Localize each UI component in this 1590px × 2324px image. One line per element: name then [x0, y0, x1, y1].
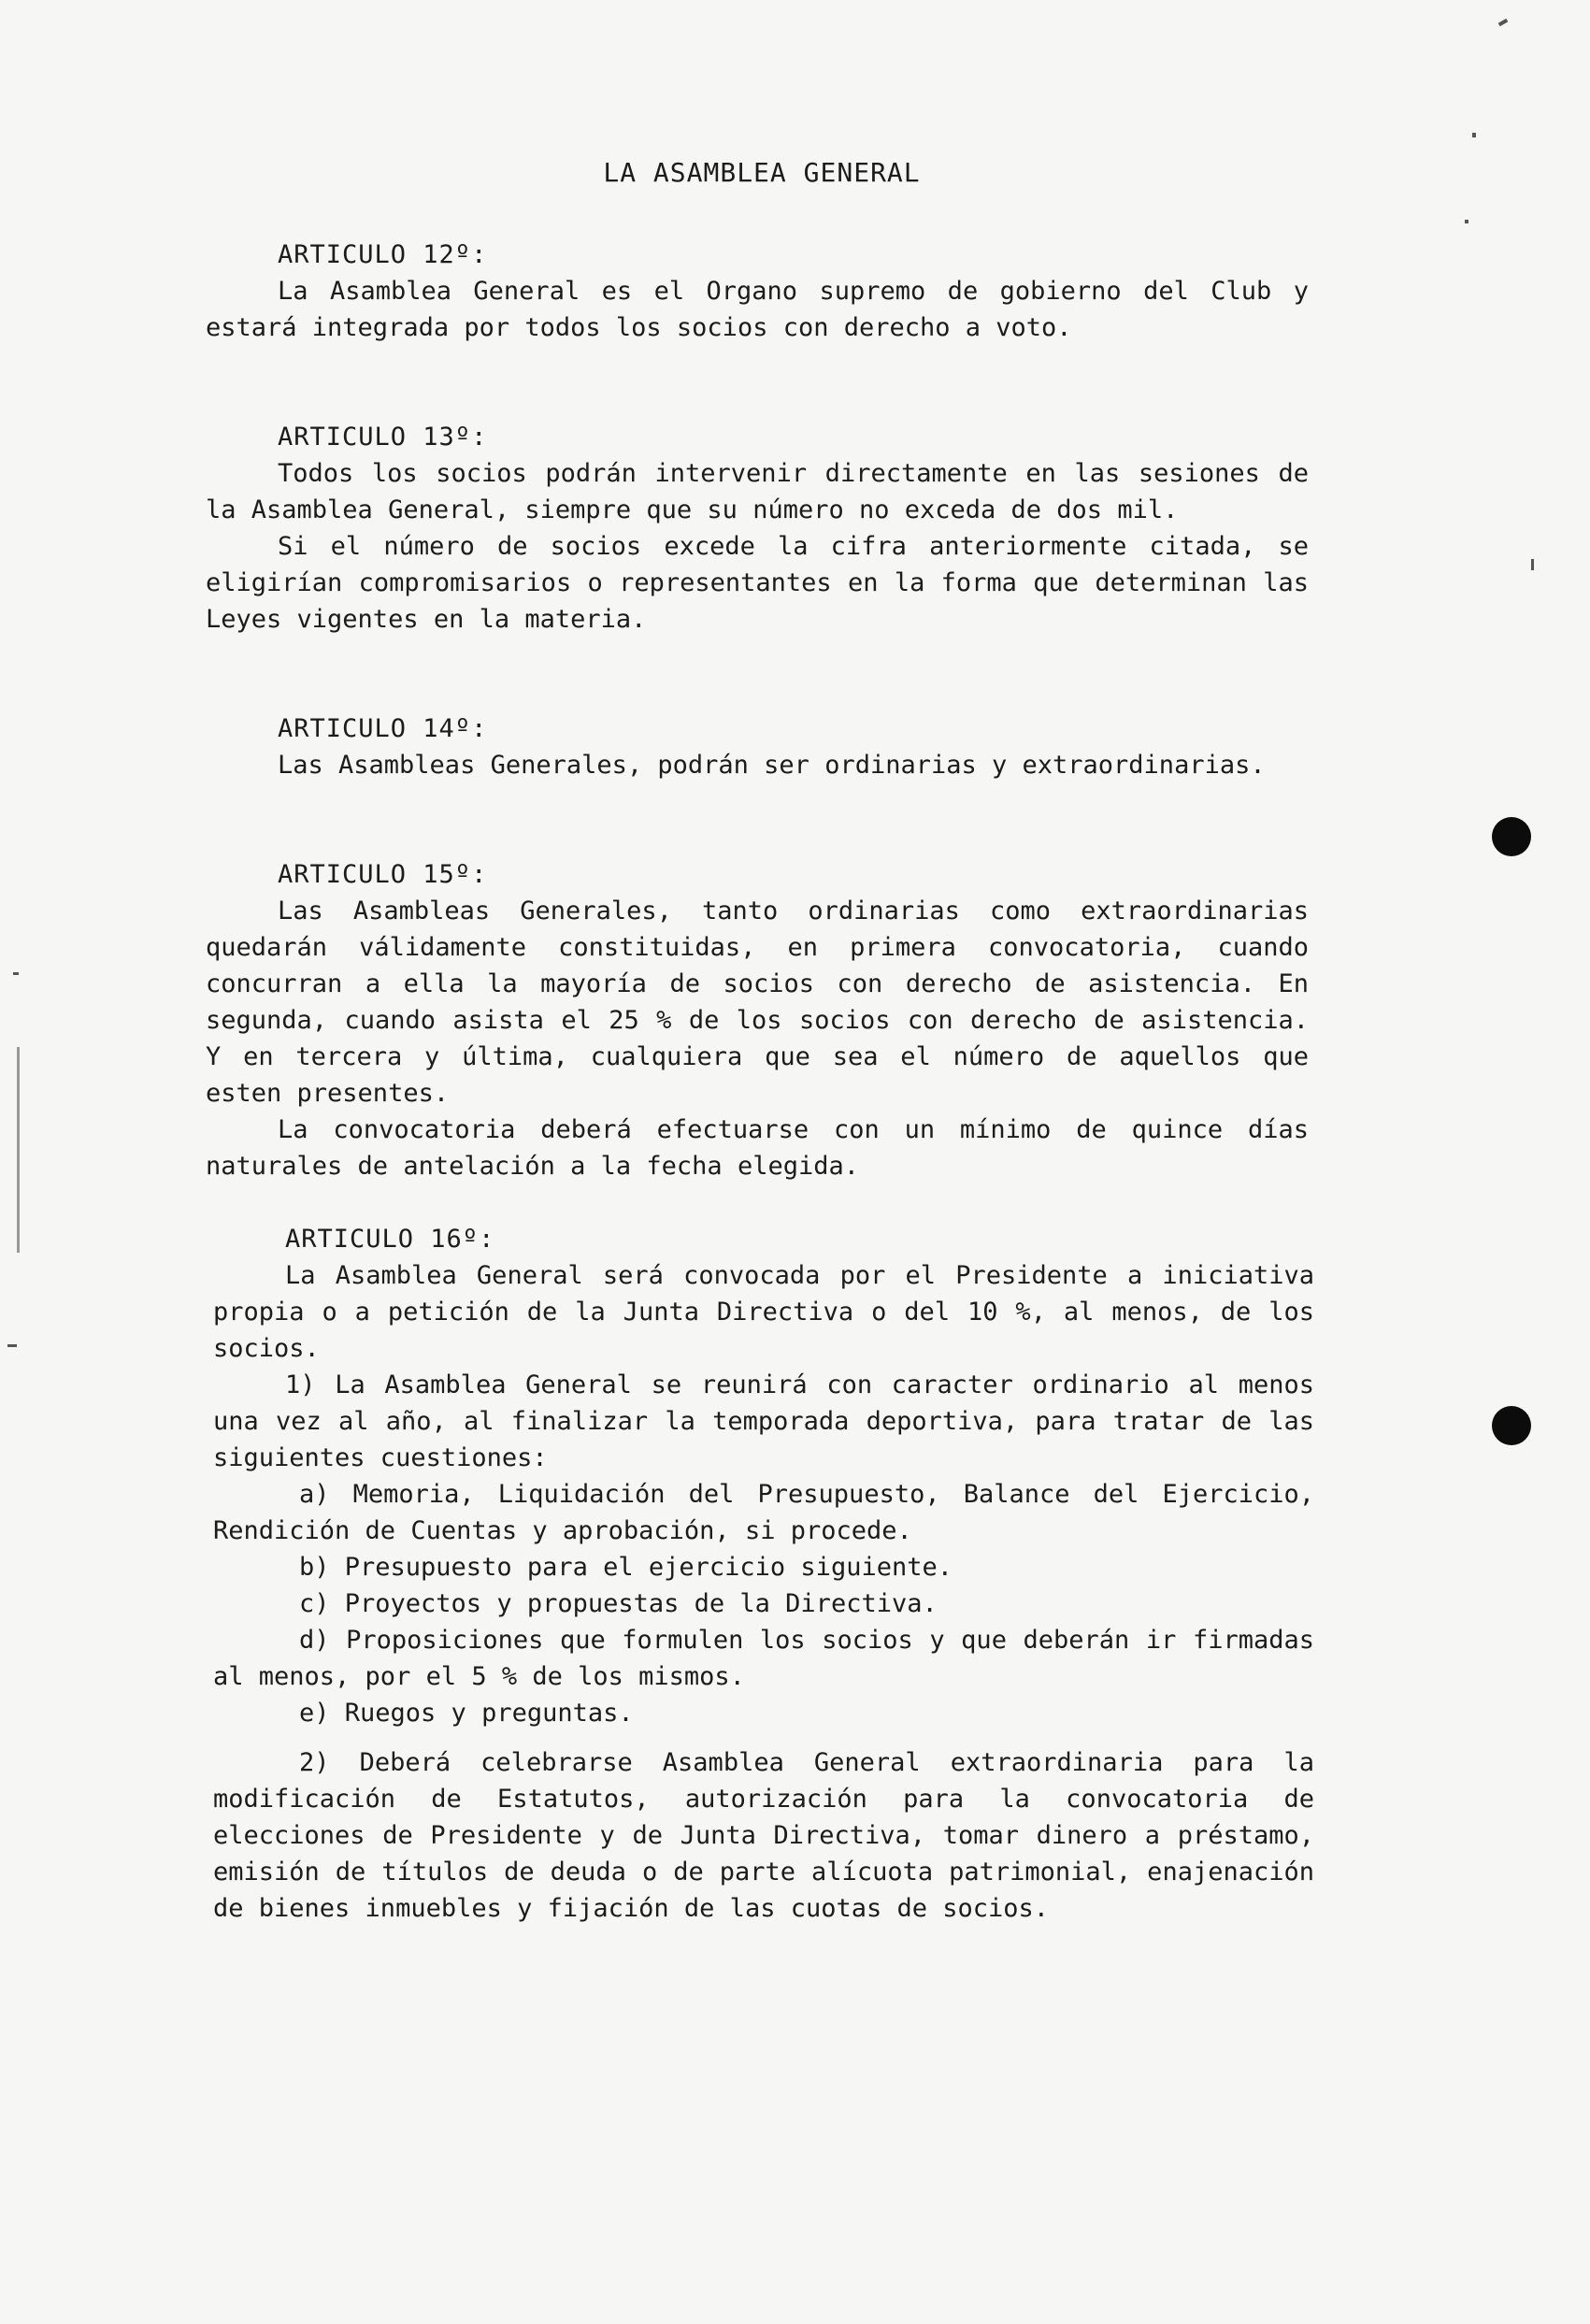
article-heading: ARTICULO 16º:	[285, 1225, 495, 1254]
article-paragraph: Las Asambleas Generales, podrán ser ordinarias y extraordinarias.	[278, 751, 1266, 780]
article-closing-paragraph: 2) Deberá celebrarse Asamblea General extraordinaria para la modificación de Estatutos, autorización para la convocatoria de elecciones de Presidente y de Junta Directiva, tomar dinero a préstamo, emisión de títulos de deuda o de parte alícuota patrimonial, enajenación de bienes inmuebles y fijación de las cuotas de socios.	[213, 1748, 1314, 1923]
list-item: c) Proyectos y propuestas de la Directiva.	[299, 1589, 938, 1618]
scan-mark	[17, 1047, 20, 1253]
article-paragraph: La convocatoria deberá efectuarse con un mínimo de quince días naturales de antelación a la fecha elegida.	[206, 1115, 1309, 1181]
article-16	[213, 1221, 1314, 1927]
list-item: d) Proposiciones que formulen los socios y que deberán ir firmadas al menos, por el 5 % de los mismos.	[213, 1626, 1314, 1691]
punch-hole	[1492, 817, 1531, 856]
page-title: LA ASAMBLEA GENERAL	[603, 157, 921, 188]
list-item: a) Memoria, Liquidación del Presupuesto, Balance del Ejercicio, Rendición de Cuentas y aprobación, si procede.	[213, 1480, 1314, 1545]
article-heading: ARTICULO 15º:	[278, 860, 488, 889]
article-12	[206, 237, 1309, 346]
article-paragraph: Las Asambleas Generales, tanto ordinarias como extraordinarias quedarán válidamente constituidas, en primera convocatoria, cuando concurran a ella la mayoría de socios con derecho de asistencia. En segunda, cuando asista el 25 % de los socios con derecho de asistencia. Y en tercera y última, cualquiera que sea el número de aquellos que esten presentes.	[206, 897, 1309, 1108]
scan-mark	[1465, 220, 1468, 223]
scan-mark	[1472, 133, 1476, 137]
list-item: e) Ruegos y preguntas.	[299, 1699, 634, 1728]
article-paragraph: La Asamblea General es el Organo supremo de gobierno del Club y estará integrada por todos los socios con derecho a voto.	[206, 277, 1309, 342]
article-heading: ARTICULO 14º:	[278, 714, 488, 743]
article-paragraph: Si el número de socios excede la cifra anteriormente citada, se eligirían compromisarios o representantes en la forma que determinan las Leyes vigentes en la materia.	[206, 532, 1309, 634]
list-item: b) Presupuesto para el ejercicio siguiente.	[299, 1553, 953, 1582]
article-paragraph: La Asamblea General será convocada por el Presidente a iniciativa propia o a petición de la Junta Directiva o del 10 %, al menos, de los socios.	[213, 1261, 1314, 1363]
punch-hole	[1492, 1406, 1531, 1445]
scan-mark	[13, 972, 19, 975]
article-paragraph: 1) La Asamblea General se reunirá con caracter ordinario al menos una vez al año, al finalizar la temporada deportiva, para tratar de las siguientes cuestiones:	[213, 1370, 1314, 1472]
article-heading: ARTICULO 12º:	[278, 240, 488, 269]
article-paragraph: Todos los socios podrán intervenir directamente en las sesiones de la Asamblea General, siempre que su número no exceda de dos mil.	[206, 459, 1309, 524]
article-13	[206, 419, 1309, 638]
scan-mark	[1498, 19, 1509, 26]
article-15	[206, 856, 1309, 1184]
article-14	[206, 710, 1309, 783]
article-heading: ARTICULO 13º:	[278, 423, 488, 452]
scan-mark	[1531, 559, 1534, 570]
scan-mark	[7, 1344, 17, 1347]
